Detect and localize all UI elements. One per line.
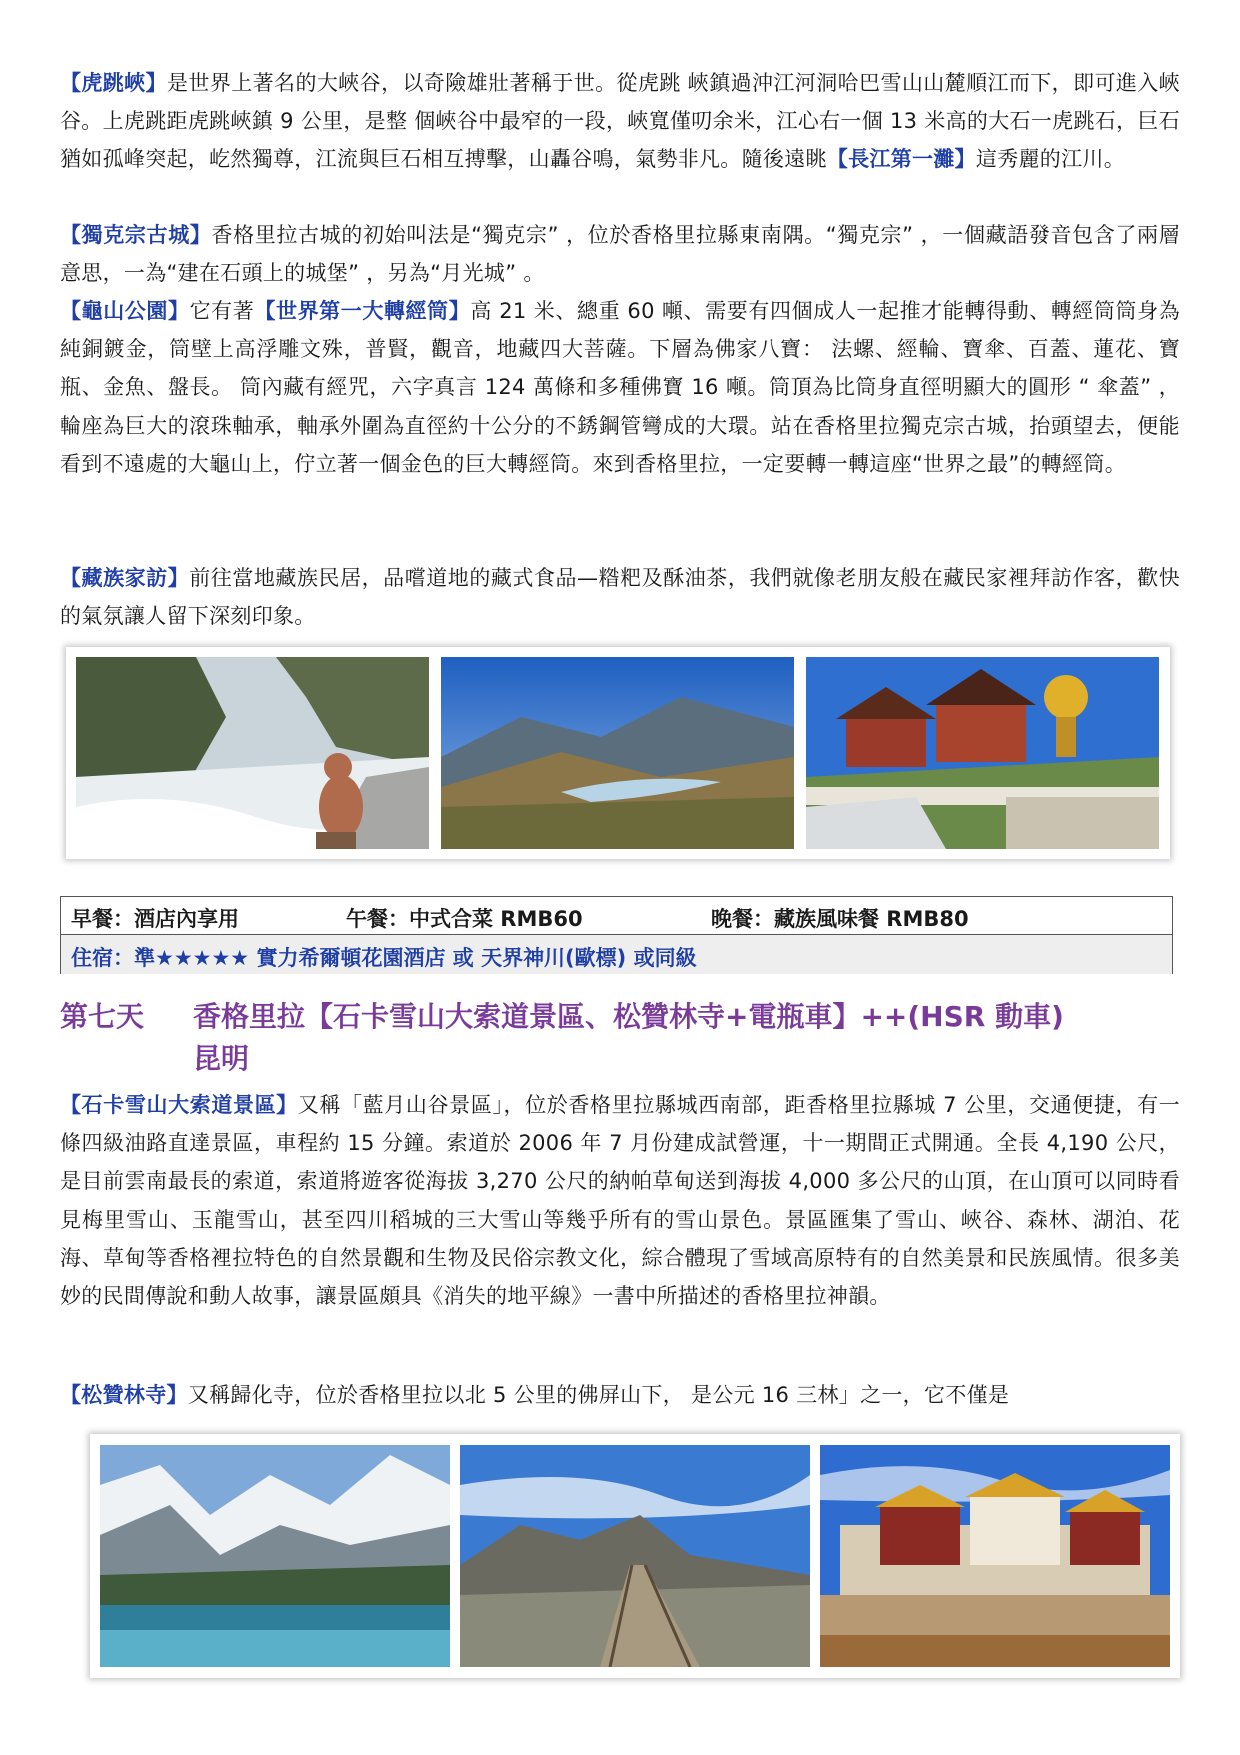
tiger-leaping-gorge-text: 是世界上著名的大峽谷，以奇險雄壯著稱于世。從虎跳 峽鎮過沖江河洞哈巴雪山山麓順江而下，即可進入峽谷。上虎跳距虎跳峽鎮 9 公里，是整 個峽谷中最窄的一段，峽寬僅叨余米，江心右一個 13 米高的大石一虎跳石，巨石猶如孤峰突起，屹然獨尊，江流與巨石相互搏擊，山轟谷鳴，氣勢非凡。隨後遠眺 bbox=[60, 71, 1181, 172]
accommodation-info: 住宿：準★★★★★ 實力希爾頓花園酒店 或 天界神川(歐標) 或同級 bbox=[71, 946, 697, 970]
tiger-leaping-gorge-photo bbox=[76, 657, 429, 849]
lunch-info: 午餐：中式合菜 RMB60 bbox=[346, 907, 583, 931]
turtle-hill-text-a: 它有著 bbox=[189, 299, 255, 323]
tibetan-home-visit-paragraph bbox=[60, 559, 1180, 635]
dukezong-text: 香格里拉古城的初始叫法是“獨克宗” ，位於香格里拉縣東南隅。“獨克宗” ，一個藏語發音包含了兩層意思，一為“建在石頭上的城堡” ，另為“月光城” 。 bbox=[60, 223, 1181, 286]
tibetan-home-visit-text: 前往當地藏族民居，品嚐道地的藏式食品—糌粑及酥油茶，我們就像老朋友般在藏民家裡拜訪作客，歡快的氣氛讓人留下深刻印象。 bbox=[60, 566, 1180, 629]
yangtze-first-bend-photo bbox=[441, 657, 794, 849]
meals-and-stay-box bbox=[60, 896, 1173, 974]
day7-title-line1: 香格里拉【石卡雪山大索道景區、松贊林寺+電瓶車】++(HSR 動車) bbox=[193, 1000, 1064, 1033]
turtle-hill-temple-photo bbox=[806, 657, 1159, 849]
songzanlin-text: 又稱歸化寺，位於香格里拉以北 5 公里的佛屏山下， 是公元 16 三林」之一，它不僅是 bbox=[187, 1383, 1010, 1407]
prayer-wheel-tag: 【世界第一大轉經筒】 bbox=[254, 299, 471, 323]
turtle-hill-paragraph bbox=[60, 292, 1180, 483]
day7-label: 第七天 bbox=[60, 1000, 145, 1033]
dukezong-paragraph bbox=[60, 216, 1180, 292]
photo-strip-top bbox=[66, 647, 1170, 859]
photo-strip-bottom bbox=[90, 1434, 1180, 1678]
snow-mountain-lake-photo bbox=[100, 1445, 450, 1667]
shika-snow-mountain-paragraph bbox=[60, 1086, 1180, 1315]
shika-snow-mountain-tag: 【石卡雪山大索道景區】 bbox=[60, 1093, 298, 1117]
tiger-leaping-gorge-tag: 【虎跳峽】 bbox=[60, 71, 168, 95]
turtle-hill-tag: 【龜山公園】 bbox=[60, 299, 190, 323]
breakfast-info: 早餐：酒店內享用 bbox=[71, 907, 239, 931]
shika-snow-mountain-text: 又稱「藍月山谷景區」，位於香格里拉縣城西南部，距香格里拉縣城 7 公里，交通便捷，有一條四級油路直達景區，車程約 15 分鐘。索道於 2006 年 7 月份建成試營運，十一期間正式開通。全長 4,190 公尺，是目前雲南最長的索道，索道將遊客從海拔 3,270 公尺的納帕草甸送到海拔 4,000 多公尺的山頂，在山頂可以同時看見梅里雪山、玉龍雪山，甚至四川稻城的三大雪山等幾乎所有的雪山景色。景區匯集了雪山、峽谷、森林、湖泊、花海、草甸等香格裡拉特色的自然景觀和生物及民俗宗教文化，綜合體現了雪域高原特有的自然美景和民族風情。很多美妙的民間傳說和動人故事，讓景區頗具《消失的地平線》一書中所描述的香格里拉神韻。 bbox=[60, 1093, 1180, 1309]
songzanlin-tag: 【松贊林寺】 bbox=[60, 1383, 188, 1407]
songzanlin-monastery-photo bbox=[820, 1445, 1170, 1667]
cableway-boardwalk-photo bbox=[460, 1445, 810, 1667]
yangtze-first-bend-text: 這秀麗的江川。 bbox=[975, 147, 1126, 172]
turtle-hill-text-b: 高 21 米、總重 60 噸、需要有四個成人一起推才能轉得動、轉經筒筒身為純銅鍍金，筒壁上高浮雕文殊，普賢，觀音，地藏四大菩薩。下層為佛家八寶： 法螺、經輪、寶傘、百蓋、蓮花、寶瓶、金魚、盤長。 筒內藏有經咒，六字真言 124 萬條和多種佛寶 16 噸。筒頂為比筒身直徑明顯大的圓形 “ 傘蓋” ， 輪座為巨大的滾珠軸承，軸承外圍為直徑約十公分的不銹鋼管彎成的大環。站在香格里拉獨克宗古城，抬頭望去，便能看到不遠處的大龜山上，佇立著一個金色的巨大轉經筒。來到香格里拉，一定要轉一轉這座“世界之最”的轉經筒。 bbox=[60, 299, 1181, 476]
day7-title-line2: 昆明 bbox=[193, 1042, 250, 1075]
yangtze-first-bend-tag: 【長江第一灘】 bbox=[826, 147, 976, 172]
songzanlin-paragraph bbox=[60, 1376, 1180, 1414]
dukezong-tag: 【獨克宗古城】 bbox=[60, 223, 212, 247]
tiger-leaping-gorge-paragraph bbox=[60, 64, 1180, 179]
stay-row bbox=[61, 935, 1172, 974]
meals-row bbox=[61, 897, 1172, 935]
dinner-info: 晚餐：藏族風味餐 RMB80 bbox=[711, 907, 969, 931]
tibetan-home-visit-tag: 【藏族家訪】 bbox=[60, 566, 190, 590]
